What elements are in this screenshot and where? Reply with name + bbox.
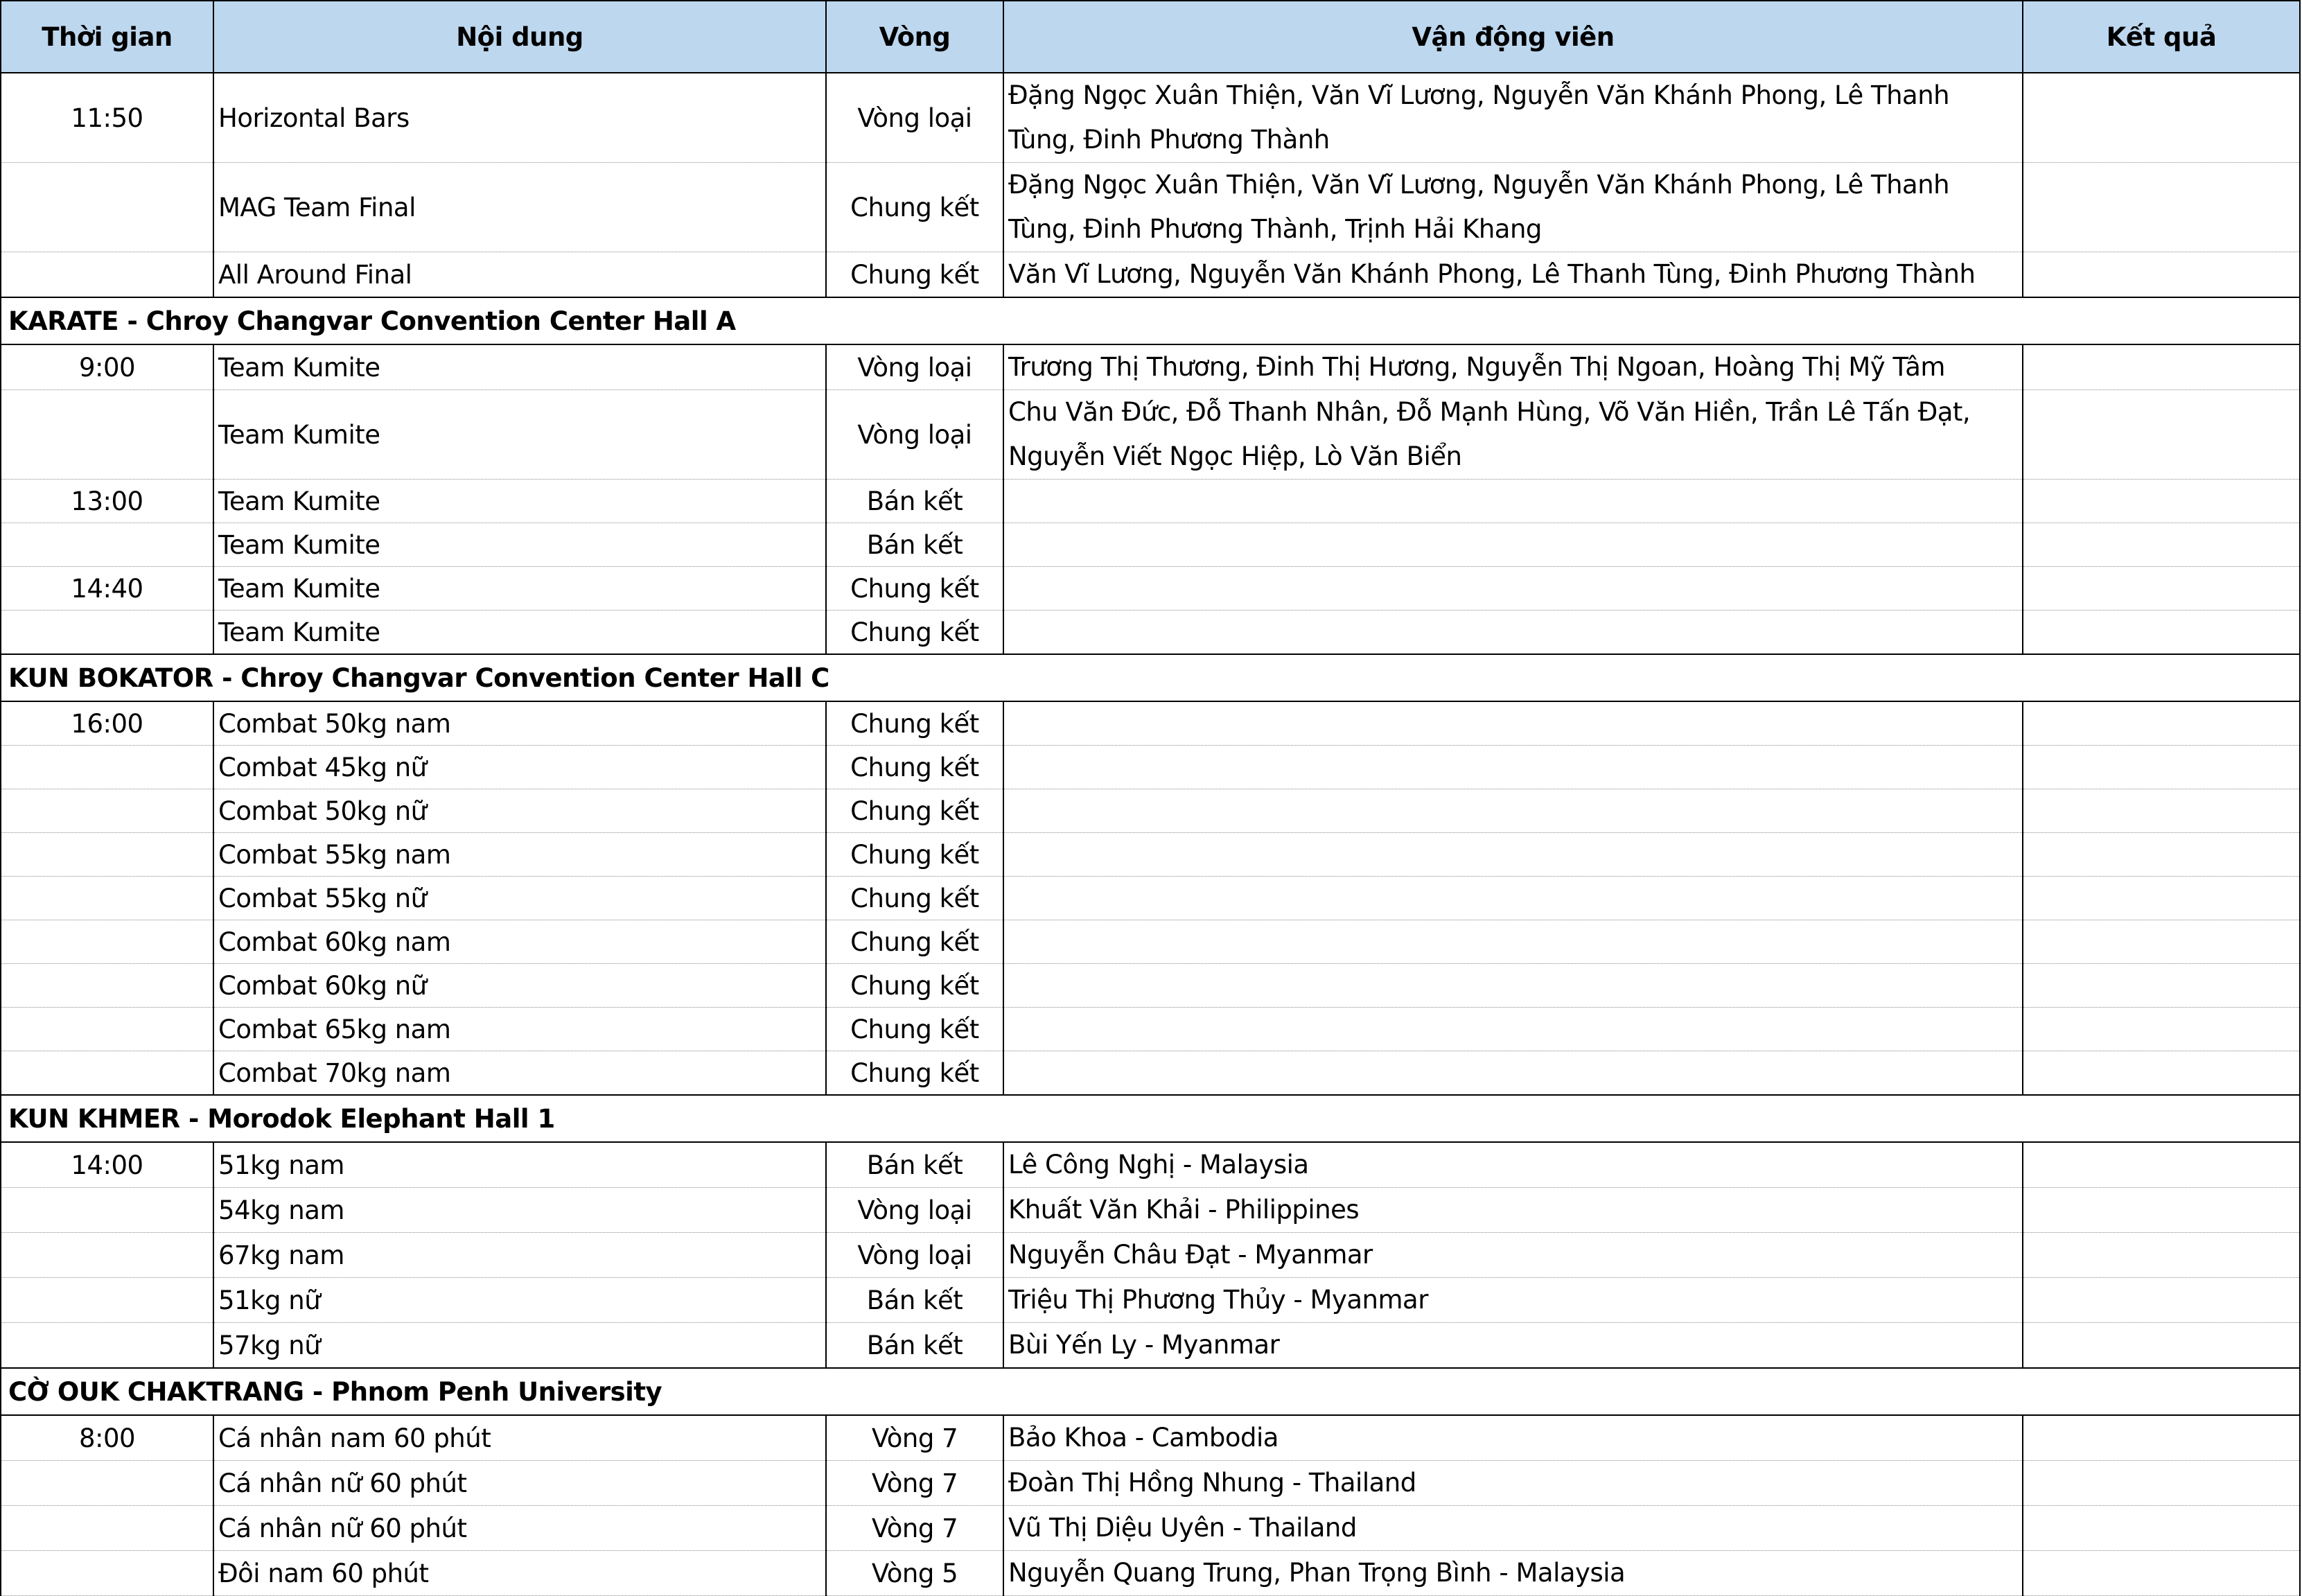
cell-athletes[interactable] (1003, 480, 2023, 523)
cell-round[interactable]: Bán kết (826, 1278, 1003, 1323)
table-row (1, 523, 2300, 567)
section-header-row (1, 1368, 2300, 1415)
cell-event[interactable]: Combat 50kg nữ (213, 789, 826, 833)
cell-athletes[interactable] (1003, 567, 2023, 611)
cell-athletes[interactable] (1003, 701, 2023, 746)
cell-result[interactable] (2023, 390, 2300, 480)
header-row (1, 1, 2300, 73)
cell-result[interactable] (2023, 1008, 2300, 1051)
cell-time[interactable] (1, 1461, 213, 1506)
table-row (1, 1323, 2300, 1369)
section-title[interactable]: CỜ OUK CHAKTRANG - Phnom Penh University (1, 1368, 2300, 1415)
cell-round[interactable]: Chung kết (826, 1051, 1003, 1096)
table-row (1, 1551, 2300, 1596)
cell-athletes[interactable]: Chu Văn Đức, Đỗ Thanh Nhân, Đỗ Mạnh Hùng, Võ Văn Hiền, Trần Lê Tấn Đạt, Nguyễn Viết Ngọc Hiệp, Lò Văn Biển (1003, 390, 2023, 480)
cell-time[interactable] (1, 1278, 213, 1323)
cell-result[interactable] (2023, 1506, 2300, 1551)
cell-round[interactable]: Chung kết (826, 611, 1003, 655)
cell-athletes[interactable] (1003, 746, 2023, 789)
cell-result[interactable] (2023, 1415, 2300, 1461)
table-row (1, 1278, 2300, 1323)
table-row (1, 964, 2300, 1008)
cell-time[interactable]: 14:40 (1, 567, 213, 611)
table-row (1, 746, 2300, 789)
cell-athletes[interactable]: Bảo Khoa - Cambodia (1003, 1415, 2023, 1461)
cell-time[interactable] (1, 920, 213, 964)
cell-round[interactable]: Vòng loại (826, 1188, 1003, 1233)
cell-time[interactable] (1, 1551, 213, 1596)
cell-time[interactable] (1, 789, 213, 833)
table-row (1, 73, 2300, 163)
cell-athletes[interactable]: Đặng Ngọc Xuân Thiện, Văn Vĩ Lương, Nguyễn Văn Khánh Phong, Lê Thanh Tùng, Đinh Phương Thành, Trịnh Hải Khang (1003, 163, 2023, 252)
cell-athletes[interactable]: Văn Vĩ Lương, Nguyễn Văn Khánh Phong, Lê Thanh Tùng, Đinh Phương Thành (1003, 252, 2023, 298)
cell-event[interactable]: 54kg nam (213, 1188, 826, 1233)
cell-round[interactable]: Chung kết (826, 567, 1003, 611)
cell-athletes[interactable]: Đặng Ngọc Xuân Thiện, Văn Vĩ Lương, Nguyễn Văn Khánh Phong, Lê Thanh Tùng, Đinh Phương Thành (1003, 73, 2023, 163)
table-header (1, 1, 2300, 73)
cell-round[interactable]: Chung kết (826, 877, 1003, 920)
cell-athletes[interactable] (1003, 833, 2023, 877)
cell-event[interactable]: Cá nhân nam 60 phút (213, 1415, 826, 1461)
cell-event[interactable]: Đôi nam 60 phút (213, 1551, 826, 1596)
cell-result[interactable] (2023, 1188, 2300, 1233)
cell-result[interactable] (2023, 1142, 2300, 1188)
cell-round[interactable]: Vòng 7 (826, 1506, 1003, 1551)
cell-athletes[interactable]: Lê Công Nghị - Malaysia (1003, 1142, 2023, 1188)
cell-time[interactable] (1, 964, 213, 1008)
cell-event[interactable]: 51kg nam (213, 1142, 826, 1188)
cell-time[interactable] (1, 523, 213, 567)
cell-round[interactable]: Chung kết (826, 789, 1003, 833)
cell-event[interactable]: Combat 50kg nam (213, 701, 826, 746)
cell-time[interactable]: 13:00 (1, 480, 213, 523)
cell-result[interactable] (2023, 701, 2300, 746)
cell-result[interactable] (2023, 567, 2300, 611)
cell-event[interactable]: 67kg nam (213, 1233, 826, 1278)
cell-event[interactable]: Team Kumite (213, 523, 826, 567)
section-title[interactable]: KUN BOKATOR - Chroy Changvar Convention Center Hall C (1, 654, 2300, 701)
section-header-row (1, 297, 2300, 344)
cell-time[interactable] (1, 390, 213, 480)
table-row (1, 1233, 2300, 1278)
cell-event[interactable]: Combat 45kg nữ (213, 746, 826, 789)
cell-event[interactable]: Cá nhân nữ 60 phút (213, 1461, 826, 1506)
section-title[interactable]: KUN KHMER - Morodok Elephant Hall 1 (1, 1095, 2300, 1142)
cell-result[interactable] (2023, 73, 2300, 163)
cell-time[interactable] (1, 1323, 213, 1369)
cell-athletes[interactable]: Bùi Yến Ly - Myanmar (1003, 1323, 2023, 1369)
cell-time[interactable]: 11:50 (1, 73, 213, 163)
cell-result[interactable] (2023, 833, 2300, 877)
cell-result[interactable] (2023, 920, 2300, 964)
cell-round[interactable]: Chung kết (826, 964, 1003, 1008)
cell-time[interactable] (1, 877, 213, 920)
cell-round[interactable]: Vòng loại (826, 344, 1003, 390)
cell-event[interactable]: Team Kumite (213, 480, 826, 523)
table-row (1, 1188, 2300, 1233)
cell-round[interactable]: Vòng 7 (826, 1461, 1003, 1506)
cell-event[interactable]: Combat 55kg nam (213, 833, 826, 877)
cell-event[interactable]: Combat 60kg nam (213, 920, 826, 964)
cell-time[interactable]: 14:00 (1, 1142, 213, 1188)
cell-athletes[interactable]: Vũ Thị Diệu Uyên - Thailand (1003, 1506, 2023, 1551)
table-row (1, 1051, 2300, 1096)
cell-event[interactable]: Team Kumite (213, 611, 826, 655)
cell-result[interactable] (2023, 877, 2300, 920)
cell-round[interactable]: Bán kết (826, 480, 1003, 523)
cell-time[interactable] (1, 252, 213, 298)
cell-athletes[interactable] (1003, 1051, 2023, 1096)
cell-athletes[interactable]: Triệu Thị Phương Thủy - Myanmar (1003, 1278, 2023, 1323)
cell-result[interactable] (2023, 1051, 2300, 1096)
cell-result[interactable] (2023, 746, 2300, 789)
cell-round[interactable]: Chung kết (826, 920, 1003, 964)
cell-time[interactable] (1, 1051, 213, 1096)
table-row (1, 1415, 2300, 1461)
cell-athletes[interactable]: Nguyễn Quang Trung, Phan Trọng Bình - Malaysia (1003, 1551, 2023, 1596)
cell-round[interactable]: Chung kết (826, 746, 1003, 789)
table-row (1, 611, 2300, 655)
cell-round[interactable]: Chung kết (826, 252, 1003, 298)
cell-event[interactable]: Team Kumite (213, 567, 826, 611)
cell-event[interactable]: Combat 70kg nam (213, 1051, 826, 1096)
cell-time[interactable] (1, 611, 213, 655)
header-athletes[interactable]: Vận động viên (1003, 1, 2023, 73)
cell-time[interactable] (1, 1233, 213, 1278)
cell-time[interactable]: 8:00 (1, 1415, 213, 1461)
cell-result[interactable] (2023, 789, 2300, 833)
cell-result[interactable] (2023, 480, 2300, 523)
cell-round[interactable]: Bán kết (826, 1323, 1003, 1369)
table-row (1, 877, 2300, 920)
cell-athletes[interactable]: Khuất Văn Khải - Philippines (1003, 1188, 2023, 1233)
cell-result[interactable] (2023, 1233, 2300, 1278)
cell-round[interactable]: Vòng loại (826, 390, 1003, 480)
cell-time[interactable] (1, 163, 213, 252)
cell-athletes[interactable]: Đoàn Thị Hồng Nhung - Thailand (1003, 1461, 2023, 1506)
table-row (1, 701, 2300, 746)
section-header-row (1, 654, 2300, 701)
cell-time[interactable] (1, 1188, 213, 1233)
table-row (1, 390, 2300, 480)
cell-time[interactable] (1, 746, 213, 789)
table-body (1, 73, 2300, 1596)
cell-result[interactable] (2023, 1461, 2300, 1506)
section-header-row (1, 1095, 2300, 1142)
cell-time[interactable] (1, 1008, 213, 1051)
cell-athletes[interactable] (1003, 789, 2023, 833)
section-title[interactable]: KARATE - Chroy Changvar Convention Center Hall A (1, 297, 2300, 344)
header-time[interactable]: Thời gian (1, 1, 213, 73)
cell-time[interactable] (1, 833, 213, 877)
table-row (1, 1008, 2300, 1051)
cell-round[interactable]: Chung kết (826, 833, 1003, 877)
header-round[interactable]: Vòng (826, 1, 1003, 73)
cell-athletes[interactable] (1003, 964, 2023, 1008)
cell-time[interactable]: 16:00 (1, 701, 213, 746)
cell-athletes[interactable]: Trương Thị Thương, Đinh Thị Hương, Nguyễn Thị Ngoan, Hoàng Thị Mỹ Tâm (1003, 344, 2023, 390)
cell-event[interactable]: Horizontal Bars (213, 73, 826, 163)
table-row (1, 252, 2300, 298)
table-row (1, 567, 2300, 611)
table-row (1, 1461, 2300, 1506)
cell-event[interactable]: All Around Final (213, 252, 826, 298)
header-event[interactable]: Nội dung (213, 1, 826, 73)
table-row (1, 480, 2300, 523)
cell-event[interactable]: Combat 65kg nam (213, 1008, 826, 1051)
cell-round[interactable]: Bán kết (826, 523, 1003, 567)
cell-round[interactable]: Vòng 5 (826, 1551, 1003, 1596)
cell-result[interactable] (2023, 344, 2300, 390)
cell-athletes[interactable] (1003, 1008, 2023, 1051)
cell-event[interactable]: Combat 55kg nữ (213, 877, 826, 920)
cell-round[interactable]: Chung kết (826, 163, 1003, 252)
cell-time[interactable]: 9:00 (1, 344, 213, 390)
cell-result[interactable] (2023, 523, 2300, 567)
cell-event[interactable]: Team Kumite (213, 390, 826, 480)
cell-result[interactable] (2023, 1551, 2300, 1596)
cell-event[interactable]: MAG Team Final (213, 163, 826, 252)
cell-event[interactable]: Team Kumite (213, 344, 826, 390)
cell-round[interactable]: Vòng loại (826, 1233, 1003, 1278)
table-row (1, 1506, 2300, 1551)
table-row (1, 833, 2300, 877)
cell-athletes[interactable] (1003, 920, 2023, 964)
table-row (1, 1142, 2300, 1188)
cell-round[interactable]: Chung kết (826, 1008, 1003, 1051)
cell-athletes[interactable] (1003, 877, 2023, 920)
cell-event[interactable]: 57kg nữ (213, 1323, 826, 1369)
cell-round[interactable]: Bán kết (826, 1142, 1003, 1188)
cell-result[interactable] (2023, 1278, 2300, 1323)
cell-round[interactable]: Vòng loại (826, 73, 1003, 163)
cell-athletes[interactable]: Nguyễn Châu Đạt - Myanmar (1003, 1233, 2023, 1278)
cell-round[interactable]: Chung kết (826, 701, 1003, 746)
table-row (1, 344, 2300, 390)
cell-result[interactable] (2023, 611, 2300, 655)
cell-round[interactable]: Vòng 7 (826, 1415, 1003, 1461)
cell-time[interactable] (1, 1506, 213, 1551)
header-result[interactable]: Kết quả (2023, 1, 2300, 73)
cell-event[interactable]: 51kg nữ (213, 1278, 826, 1323)
table-row (1, 920, 2300, 964)
cell-event[interactable]: Cá nhân nữ 60 phút (213, 1506, 826, 1551)
cell-result[interactable] (2023, 964, 2300, 1008)
cell-athletes[interactable] (1003, 523, 2023, 567)
cell-athletes[interactable] (1003, 611, 2023, 655)
cell-result[interactable] (2023, 252, 2300, 298)
table-row (1, 163, 2300, 252)
cell-result[interactable] (2023, 163, 2300, 252)
cell-result[interactable] (2023, 1323, 2300, 1369)
table-row (1, 789, 2300, 833)
cell-event[interactable]: Combat 60kg nữ (213, 964, 826, 1008)
